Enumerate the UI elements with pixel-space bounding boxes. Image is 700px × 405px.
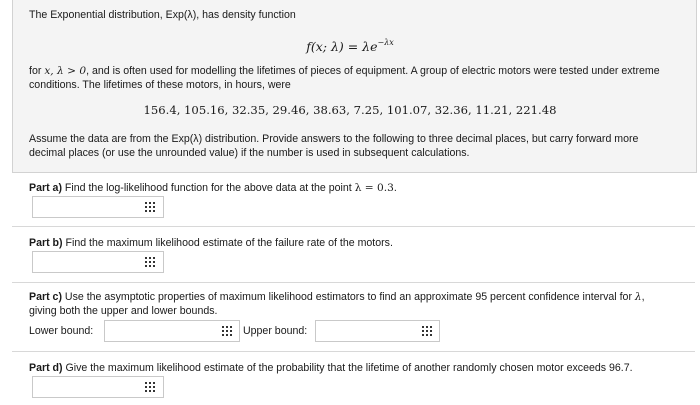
intro-line-3: conditions. The lifetimes of these motors, in hours, were [29,79,291,91]
keypad-grid-icon[interactable] [145,257,155,267]
part-b-question: Part b) Find the maximum likelihood estimate of the failure rate of the motors. [29,237,393,249]
divider [12,282,695,283]
part-a-question: Part a) Find the log-likelihood function for the above data at the point λ = 0.3. [29,182,397,194]
keypad-grid-icon[interactable] [222,326,232,336]
part-b-answer-input[interactable] [32,251,164,273]
divider [12,351,695,352]
intro-line-1: The Exponential distribution, Exp(λ), has density function [29,9,296,21]
part-a-answer-input[interactable] [32,196,164,218]
intro-line-4: Assume the data are from the Exp(λ) distribution. Provide answers to the following to three decimal places, but carry forward more [29,133,639,145]
upper-bound-input[interactable] [315,320,440,342]
intro-line-2: for x, λ > 0, and is often used for modelling the lifetimes of pieces of equipment. A group of electric motors were tested under extreme [29,65,660,77]
keypad-grid-icon[interactable] [145,382,155,392]
lower-bound-label: Lower bound: [29,325,94,337]
keypad-grid-icon[interactable] [145,202,155,212]
data-values: 156.4, 105.16, 32.35, 29.46, 38.63, 7.25, 101.07, 32.36, 11.21, 221.48 [143,103,557,117]
part-d-answer-input[interactable] [32,376,164,398]
density-formula: f(x; $\lambda) = \lambda e^{-\lambda x}$ [306,38,394,54]
part-c-question-line-2: giving both the upper and lower bounds. [29,305,218,317]
keypad-grid-icon[interactable] [422,326,432,336]
upper-bound-label: Upper bound: [243,325,308,337]
intro-line-5: decimal places (or use the unrounded value) if the number is used in subsequent calculations. [29,147,470,159]
part-d-question: Part d) Give the maximum likelihood estimate of the probability that the lifetime of another randomly chosen motor exceeds 96.7. [29,362,633,374]
lower-bound-input[interactable] [104,320,240,342]
divider [12,226,695,227]
part-c-question: Part c) Use the asymptotic properties of maximum likelihood estimators to find an approximate 95 percent confidence interval for λ, [29,291,645,303]
